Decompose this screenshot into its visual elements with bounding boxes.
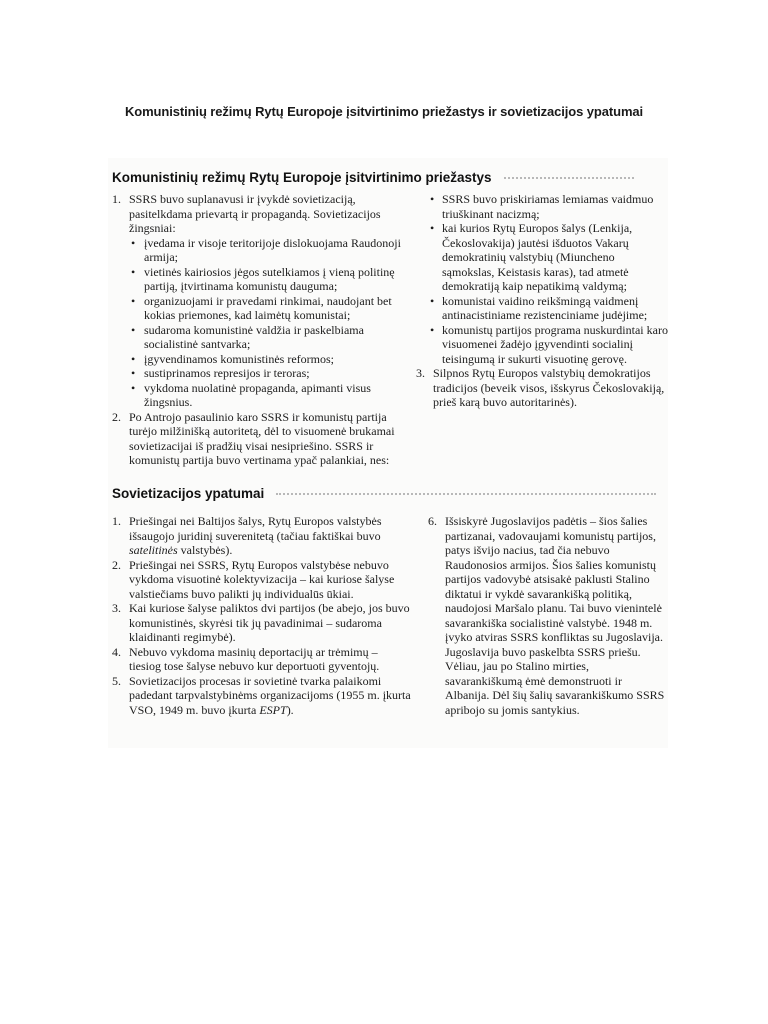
item-text: Sovietizacijos procesas ir sovietinė tvarka palaikomi padedant tarpvalstybinėms organizacijoms (1955 m. įkurta VSO, 1949 m. buvo įkurta ESPT).	[129, 673, 411, 717]
list-item: • SSRS buvo priskiriamas lemiamas vaidmuo triuškinant nacizmą;	[428, 192, 668, 221]
list-item: • komunistai vaidino reikšmingą vaidmenį antinacistiniame rezistenciniame judėjime;	[428, 294, 668, 323]
sovietization-steps-list	[112, 236, 412, 410]
causes-right-column	[416, 192, 668, 410]
features-left-column	[112, 514, 412, 717]
item-text: Išsiskyrė Jugoslavijos padėtis – šios šalies partizanai, vadovaujami komunistų partijos, patys išvijo nacius, tad čia nebuvo Raudonosios armijos. Šios šalies komunistų partijos vadovybė atsisakė paklusti Stalino diktatui ir vykdė savarankišką politiką, naudojosi Maršalo planu. Tai buvo vienintelė savarankiška socialistinė valstybė. 1948 m. įvyko atviras SSRS konfliktas su Jugoslavija. Jugoslavija buvo paskelbta SSRS priešu. Vėliau, jau po Stalino mirties, savarankiškumą ėmė demonstruoti ir Albanija. Dėl šių šalių savarankiškumo SSRS apribojo su jomis santykius.	[445, 514, 665, 717]
item-number: 2.	[112, 409, 121, 424]
list-item	[428, 514, 668, 717]
list-item: • kai kurios Rytų Europos šalys (Lenkija, Čekoslovakija) jautėsi išduotos Vakarų demokratinių valstybių (Miuncheno sąmokslas, Keistasis karas), tad atmetė demokratiją kaip nepatikimą valdymą;	[428, 221, 668, 294]
item-number: 3.	[112, 601, 121, 615]
item-number: 6.	[428, 514, 437, 528]
list-item	[112, 601, 412, 645]
list-item	[112, 645, 412, 674]
document-title: Komunistinių režimų Rytų Europoje įsitvirtinimo priežastys ir sovietizacijos ypatumai	[124, 104, 644, 119]
section-heading-causes-text: Komunistinių režimų Rytų Europoje įsitvirtinimo priežastys	[112, 170, 492, 185]
item-number: 2.	[112, 557, 121, 572]
list-item	[112, 558, 412, 602]
item-text: Silpnos Rytų Europos valstybių demokratijos tradicijos (beveik visos, išskyrus Čekoslovakiją, prieš karą buvo autoritarinės).	[433, 366, 665, 409]
causes-left-column	[112, 192, 412, 468]
heading-divider	[276, 493, 656, 495]
item-text: Priešingai nei Baltijos šalys, Rytų Europos valstybės išsaugojo juridinį suverenitetą (tačiau faktiškai buvo satelitinės valstybės).	[129, 514, 382, 557]
section-heading-features-text: Sovietizacijos ypatumai	[112, 486, 265, 501]
italic-term: ESPT	[259, 702, 287, 717]
list-item: • vykdoma nuolatinė propaganda, apimanti visus žingsnius.	[112, 381, 412, 410]
item-text: Po Antrojo pasaulinio karo SSRS ir komunistų partija turėjo milžinišką autoritetą, dėl to visuomenė brukamai sovietizacijai iš pradžių visai nesipriešino. SSRS ir komunistų partija buvo vertinama ypač palankiai, nes:	[129, 409, 395, 467]
item-text: Priešingai nei SSRS, Rytų Europos valstybėse nebuvo vykdoma visuotinė kolektyvizacija – kai kuriose šalyse valstiečiams buvo palikti jų individualūs ūkiai.	[129, 557, 395, 601]
list-item: • įvedama ir visoje teritorijoje dislokuojama Raudonoji armija;	[112, 236, 412, 265]
item-number: 1.	[112, 192, 121, 206]
item-number: 1.	[112, 514, 121, 528]
list-item: • sudaroma komunistinė valdžia ir paskelbiama socialistinė santvarka;	[112, 323, 412, 352]
item-number: 3.	[416, 366, 425, 380]
italic-term: satelitinės	[129, 543, 178, 557]
item-text: Kai kuriose šalyse paliktos dvi partijos (be abejo, jos buvo komunistinės, skyrėsi tik jų pavadinimai – sudaroma klaidinanti regimybė).	[129, 601, 410, 644]
list-item	[112, 192, 412, 236]
section-heading-features	[112, 486, 656, 501]
item-number: 4.	[112, 644, 121, 659]
list-item: • sustiprinamos represijos ir teroras;	[112, 366, 412, 381]
item-number: 5.	[112, 673, 121, 688]
list-item: • komunistų partijos programa nuskurdintai karo visuomenei žadėjo įgyvendinti socialinį teisingumą ir sukurti visuotinę gerovę.	[428, 323, 668, 367]
features-right-column	[428, 514, 668, 717]
list-item: • įgyvendinamos komunistinės reformos;	[112, 352, 412, 367]
list-item: • vietinės kairiosios jėgos sutelkiamos į vieną politinę partiją, įtvirtinama komunistų dauguma;	[112, 265, 412, 294]
list-item	[416, 366, 668, 410]
list-item	[112, 674, 412, 718]
heading-divider	[504, 177, 634, 179]
soviet-favor-reasons-list	[428, 192, 668, 366]
item-text: SSRS buvo suplanavusi ir įvykdė sovietizaciją, pasitelkdama prievartą ir propagandą. Sovietizacijos žingsniai:	[129, 192, 381, 235]
list-item: • organizuojami ir pravedami rinkimai, naudojant bet kokias priemones, kad laimėtų komunistai;	[112, 294, 412, 323]
list-item	[112, 514, 412, 558]
item-text: Nebuvo vykdoma masinių deportacijų ar trėmimų – tiesiog tose šalyse nebuvo kur deportuoti gyventojų.	[129, 644, 380, 673]
section-heading-causes	[112, 170, 634, 185]
list-item	[112, 410, 412, 468]
